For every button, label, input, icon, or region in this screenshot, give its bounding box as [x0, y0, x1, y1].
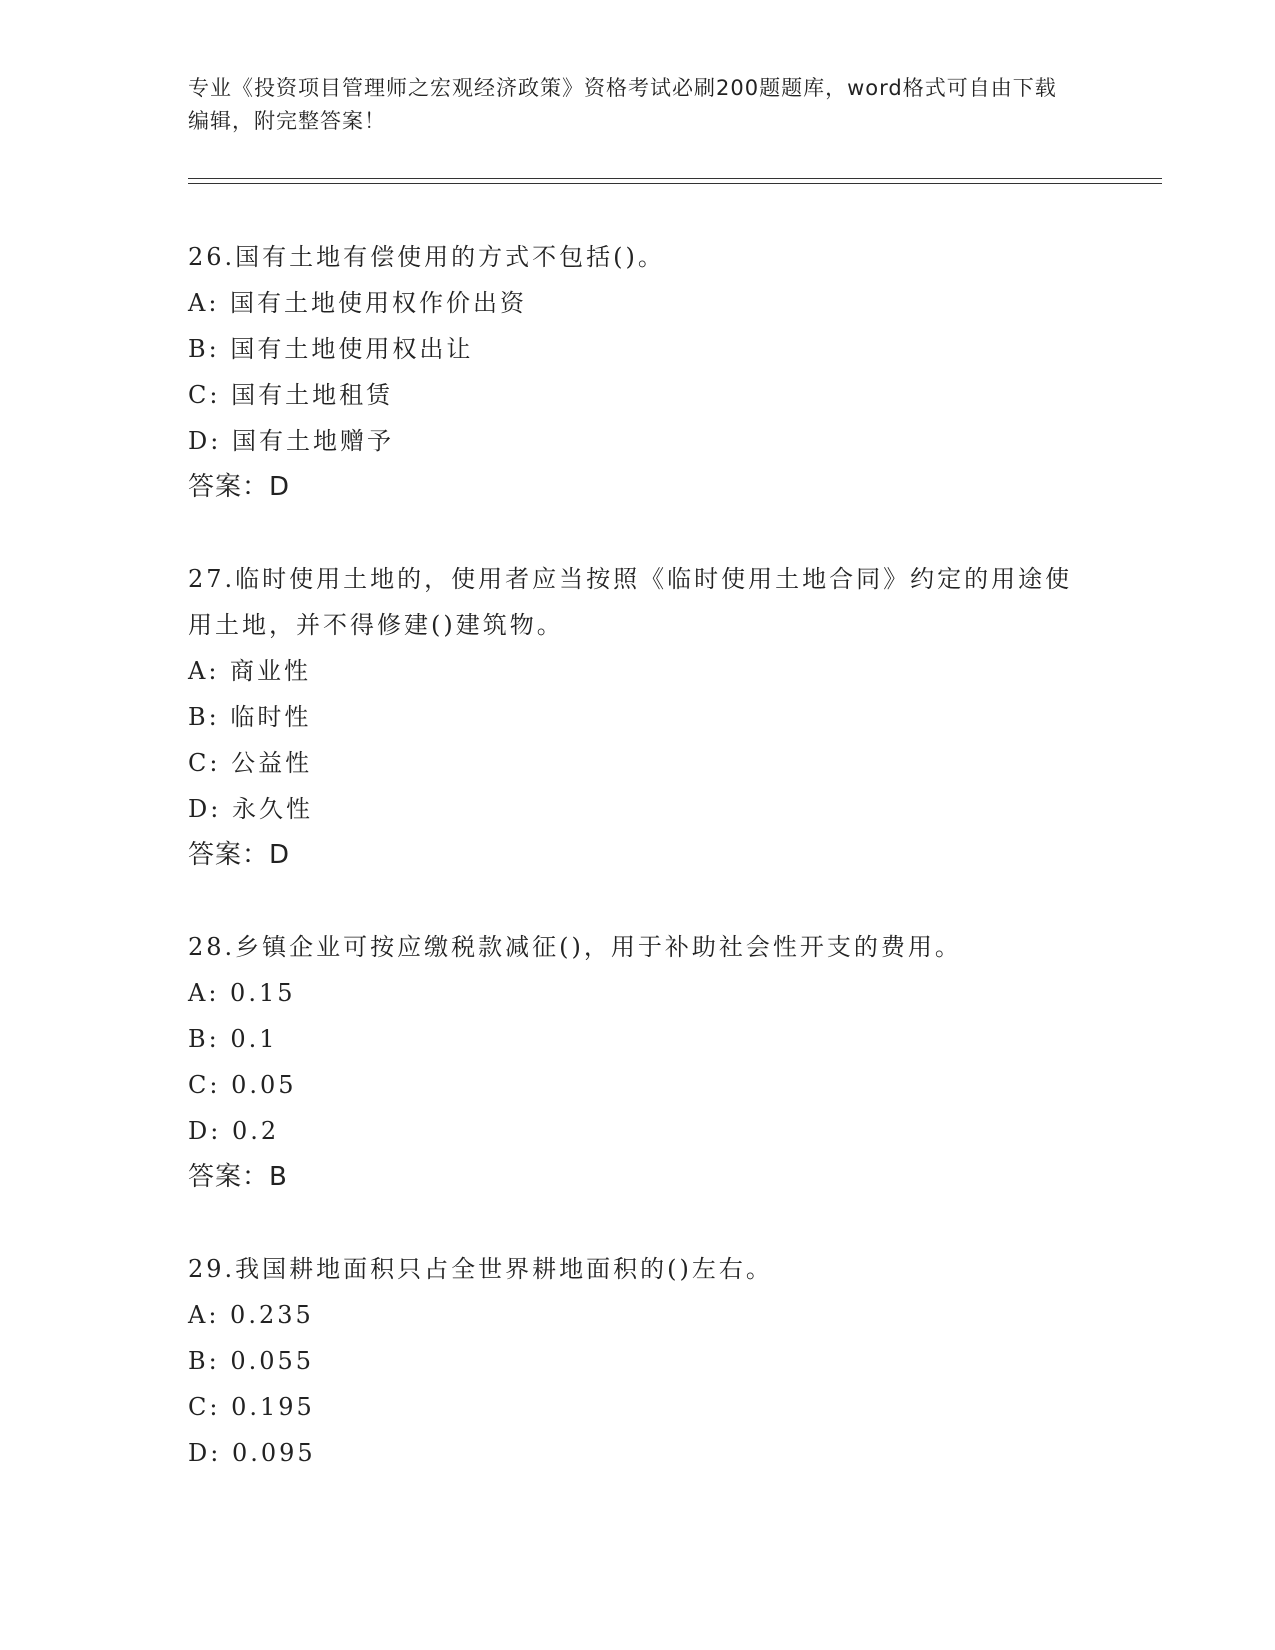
option-c: C: 0.195 [188, 1393, 315, 1421]
question-27 [188, 556, 1088, 878]
option-c: C: 国有土地租赁 [188, 381, 394, 409]
option-a: A: 国有土地使用权作价出资 [188, 289, 528, 317]
option-b: B: 0.1 [188, 1025, 278, 1053]
answer-line: 答案：D [188, 472, 291, 502]
option-a: A: 0.235 [188, 1301, 314, 1329]
question-29 [188, 1246, 1088, 1476]
option-d: D: 国有土地赠予 [188, 427, 394, 455]
option-a: A: 0.15 [188, 979, 296, 1007]
header-divider-top [188, 178, 1162, 179]
question-26 [188, 234, 1088, 510]
option-b: B: 0.055 [188, 1347, 315, 1375]
question-stem: 27.临时使用土地的，使用者应当按照《临时使用土地合同》约定的用途使用土地，并不得修建()建筑物。 [188, 565, 1073, 639]
option-d: D: 永久性 [188, 795, 313, 823]
question-28 [188, 924, 1088, 1200]
question-stem: 26.国有土地有偿使用的方式不包括()。 [188, 243, 665, 271]
header-divider-bottom [188, 183, 1162, 184]
option-b: B: 国有土地使用权出让 [188, 335, 474, 363]
option-d: D: 0.095 [188, 1439, 316, 1467]
option-b: B: 临时性 [188, 703, 312, 731]
document-intro: 专业《投资项目管理师之宏观经济政策》资格考试必刷200题题库，word格式可自由下载编辑，附完整答案！ [188, 76, 1057, 133]
answer-line: 答案：B [188, 1162, 288, 1192]
option-c: C: 公益性 [188, 749, 313, 777]
question-stem: 29.我国耕地面积只占全世界耕地面积的()左右。 [188, 1255, 773, 1283]
question-list [188, 234, 1088, 1522]
option-a: A: 商业性 [188, 657, 312, 685]
option-d: D: 0.2 [188, 1117, 280, 1145]
question-stem: 28.乡镇企业可按应缴税款减征()，用于补助社会性开支的费用。 [188, 933, 962, 961]
option-c: C: 0.05 [188, 1071, 297, 1099]
answer-line: 答案：D [188, 840, 291, 870]
